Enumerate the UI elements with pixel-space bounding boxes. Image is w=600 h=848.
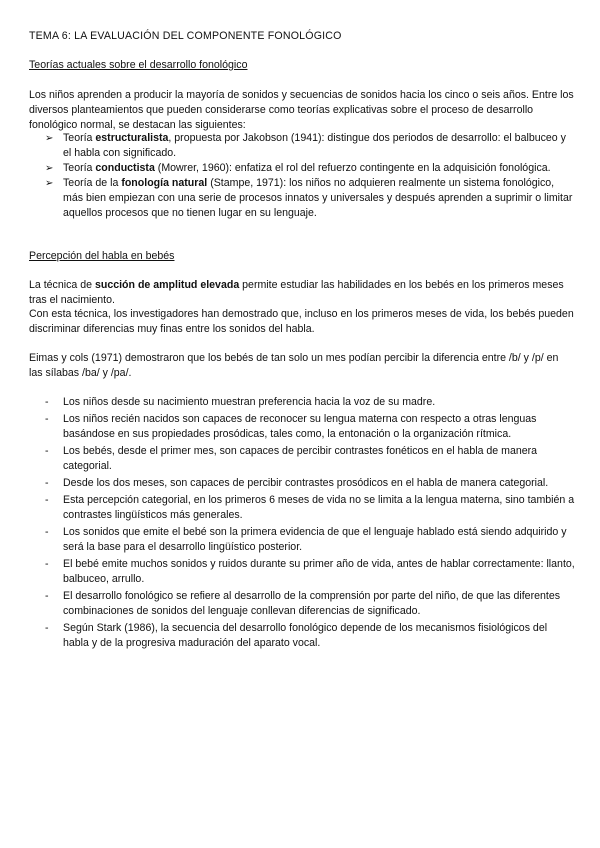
eimas-paragraph: Eimas y cols (1971) demostraron que los bebés de tan solo un mes podían percibir la diferencia entre /b/ y /p/ en las sílabas /ba/ y /pa/. — [29, 352, 559, 379]
section-heading-perception: Percepción del habla en bebés — [29, 250, 175, 262]
dash-bullet: - — [45, 526, 49, 538]
dash-bullet: - — [45, 396, 49, 408]
researchers-paragraph: Con esta técnica, los investigadores han demostrado que, incluso en los primeros meses de vida, los bebés pueden discriminar diferencias muy finas entre los sonidos del habla. — [29, 308, 574, 335]
dash-bullet: - — [45, 477, 49, 489]
arrow-bullet-icon: ➢ — [45, 133, 54, 144]
list-item: - Los niños recién nacidos son capaces de reconocer su lengua materna con respecto a otras lenguas basándose en sus propiedades prosódicas, tales como, la entonación o la organización rítmica. — [45, 413, 537, 440]
list-item: - Los niños desde su nacimiento muestran preferencia hacia la voz de su madre. — [45, 396, 436, 408]
dash-bullet: - — [45, 445, 49, 457]
dash-bullet: - — [45, 494, 49, 506]
list-item: - El bebé emite muchos sonidos y ruidos durante su primer año de vida, antes de hablar correctamente: llanto, balbuceo, arrullo. — [45, 558, 575, 585]
dash-bullet: - — [45, 622, 49, 634]
list-item: - Los sonidos que emite el bebé son la primera evidencia de que el lenguaje hablado está siendo adquirido y será la base para el desarrollo lingüístico posterior. — [45, 526, 567, 553]
document-title: TEMA 6: LA EVALUACIÓN DEL COMPONENTE FONOLÓGICO — [29, 30, 342, 42]
technique-paragraph: La técnica de succión de amplitud elevada permite estudiar las habilidades en los bebés en los primeros meses tras el nacimiento. — [29, 279, 564, 306]
list-item: - Esta percepción categorial, en los primeros 6 meses de vida no se limita a la lengua materna, sino también a contrastes lingüísticos más generales. — [45, 494, 575, 521]
section-heading-theories: Teorías actuales sobre el desarrollo fonológico — [29, 59, 248, 71]
findings-list — [45, 395, 575, 653]
list-item: ➢ Teoría estructuralista, propuesta por Jakobson (1941): distingue dos periodos de desarrollo: el balbuceo y el habla con significado. — [45, 132, 566, 159]
dash-bullet: - — [45, 558, 49, 570]
list-item: - Según Stark (1986), la secuencia del desarrollo fonológico depende de los mecanismos fisiológicos del habla y de la progresiva maduración del aparato vocal. — [45, 622, 548, 649]
list-item: - Los bebés, desde el primer mes, son capaces de percibir contrastes fonéticos en el habla de manera categorial. — [45, 445, 538, 472]
dash-bullet: - — [45, 590, 49, 602]
arrow-bullet-icon: ➢ — [45, 163, 54, 174]
arrow-bullet-icon: ➢ — [45, 178, 54, 189]
list-item: - El desarrollo fonológico se refiere al desarrollo de la comprensión por parte del niño, de que las diferentes combinaciones de sonidos del lenguaje conllevan diferencias de significado. — [45, 590, 561, 617]
theories-intro-paragraph: Los niños aprenden a producir la mayoría de sonidos y secuencias de sonidos hacia los cinco o seis años. Entre los diversos planteamientos que pueden considerarse como teorías explicativas sobre el proceso de desarrollo fonológico normal, se destacan las siguientes: — [29, 89, 574, 131]
list-item: - Desde los dos meses, son capaces de percibir contrastes prosódicos en el habla de manera categorial. — [45, 477, 549, 489]
dash-bullet: - — [45, 413, 49, 425]
list-item: ➢ Teoría conductista (Mowrer, 1960): enfatiza el rol del refuerzo contingente en la adquisición fonológica. — [45, 162, 551, 174]
list-item: ➢ Teoría de la fonología natural (Stampe, 1971): los niños no adquieren realmente un sistema fonológico, más bien empiezan con una serie de procesos innatos y universales y después aprenden a suprimir o limitar aquellos procesos que no tienen lugar en su lenguaje. — [45, 177, 573, 219]
theories-list — [45, 131, 575, 221]
